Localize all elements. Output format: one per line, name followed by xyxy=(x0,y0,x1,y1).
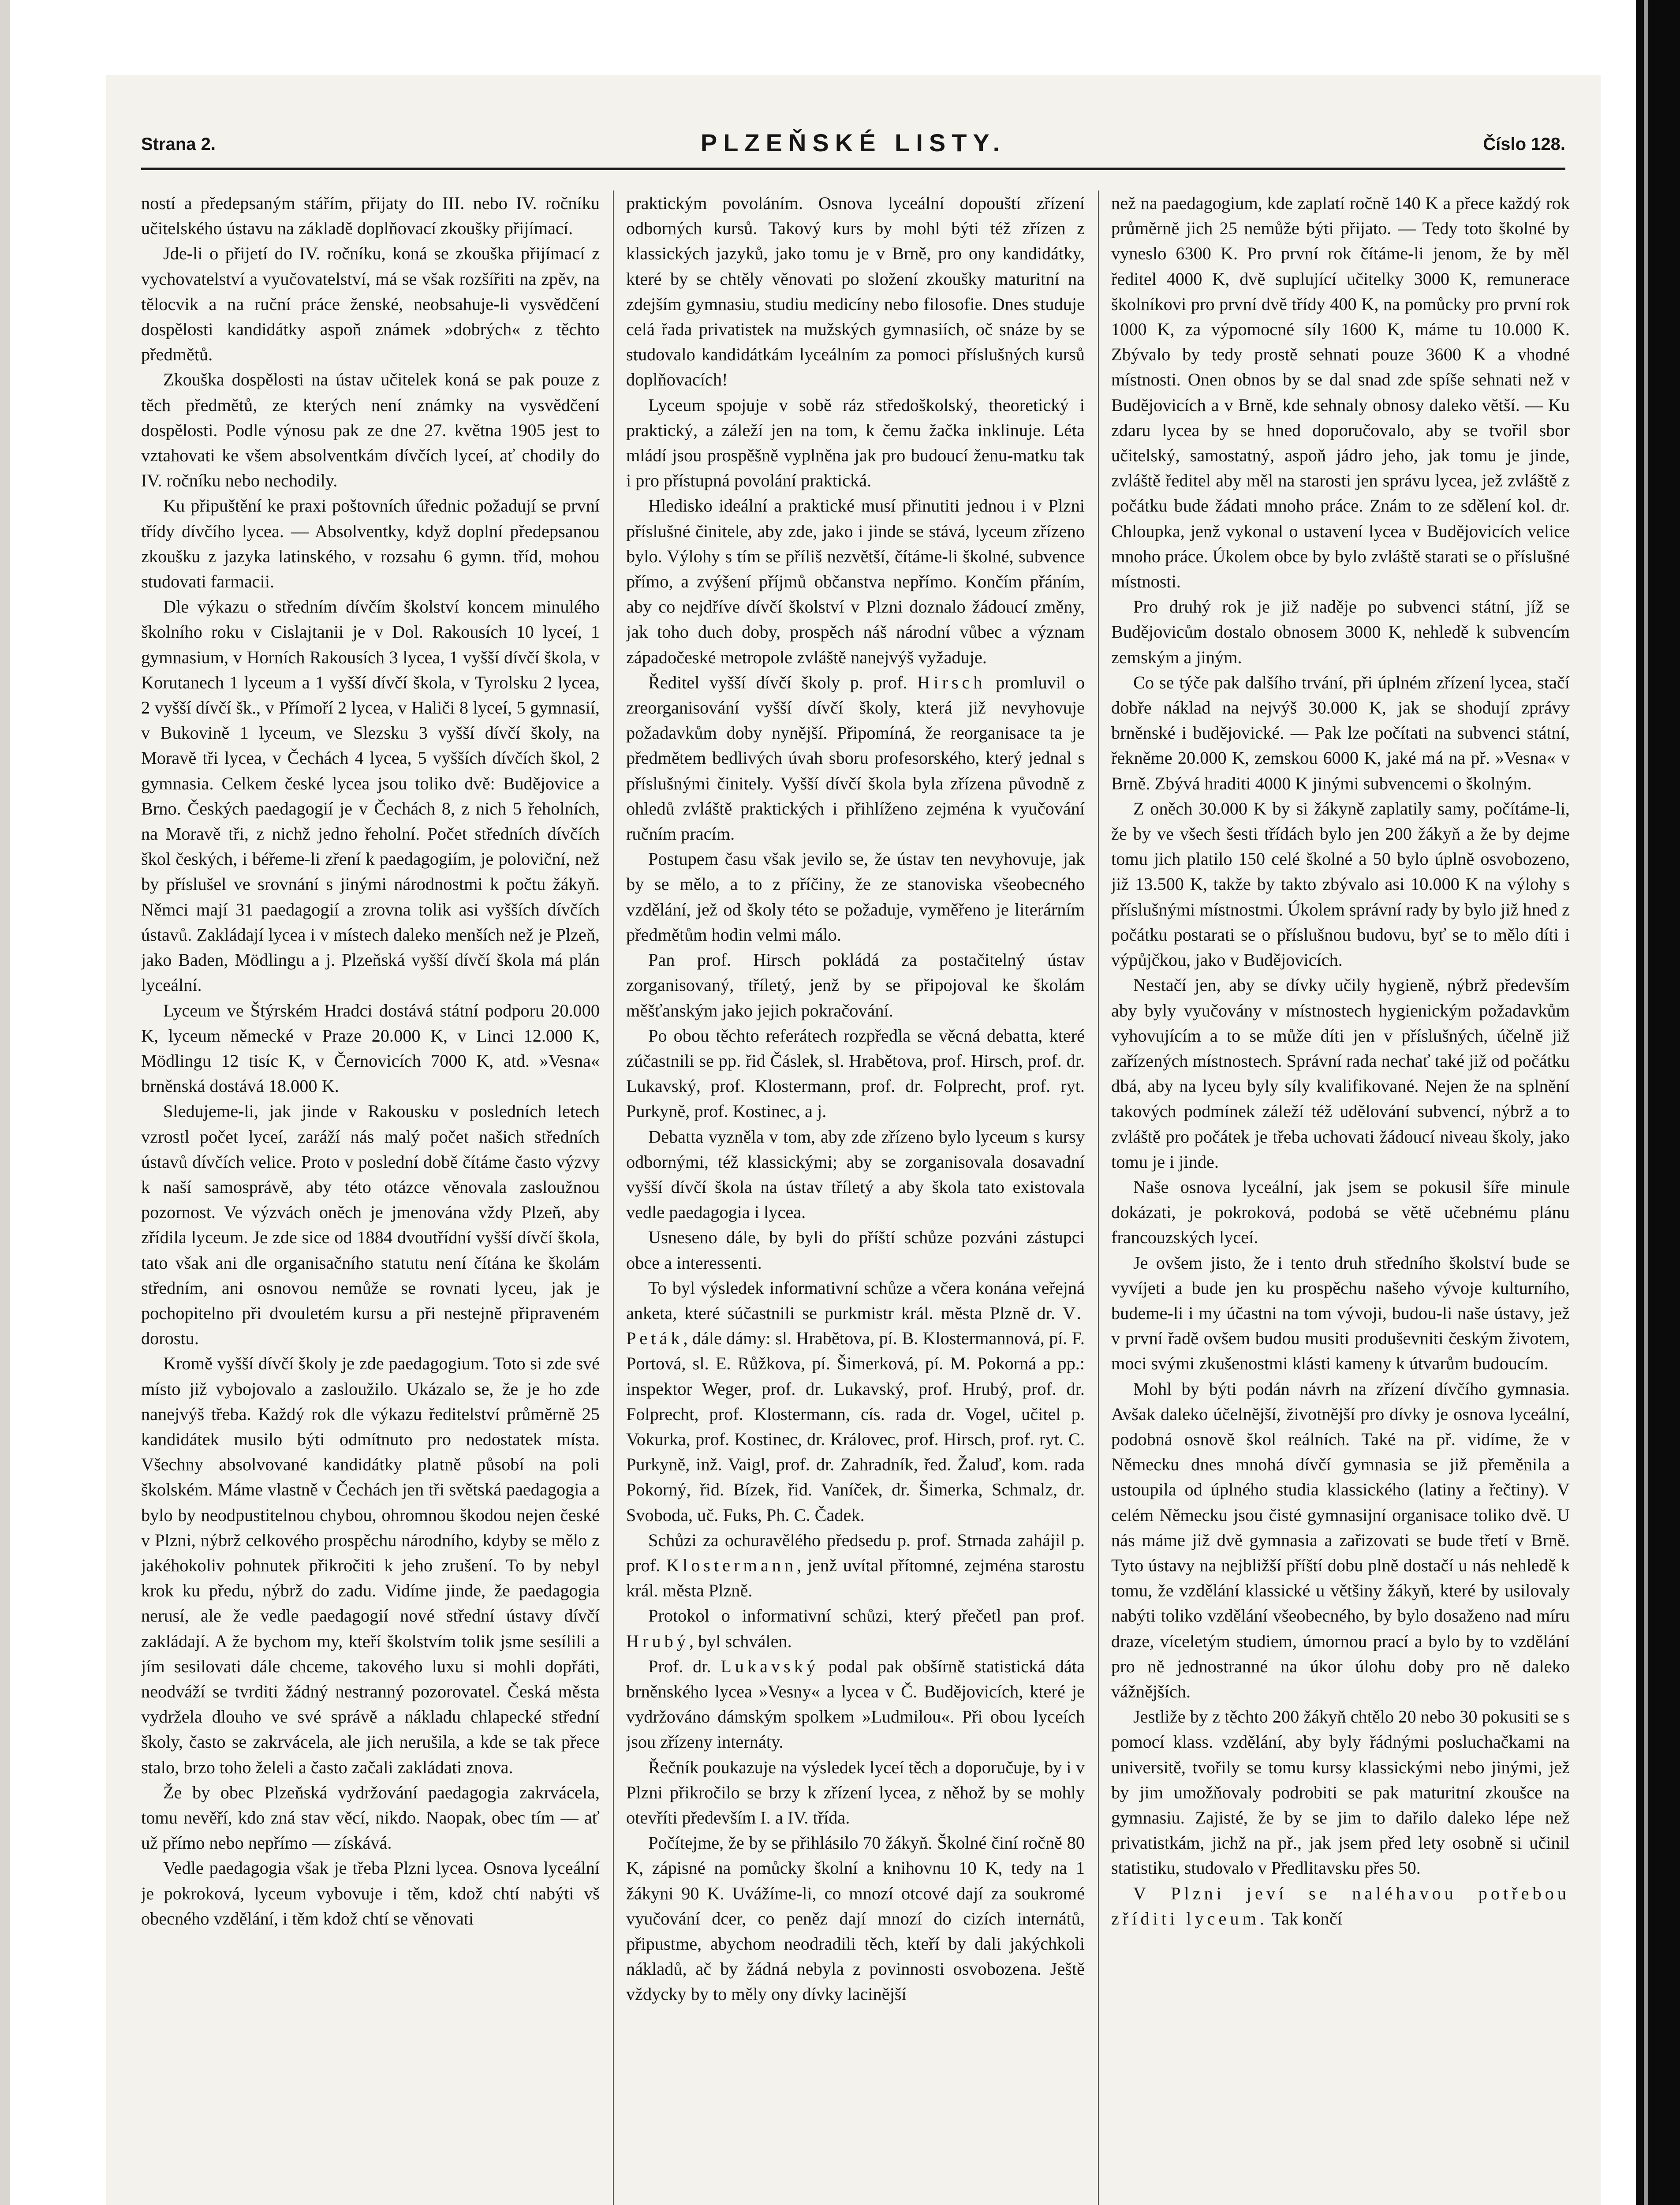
paragraph: Lyceum spojuje v sobě ráz středoškolský, theoretický i praktický, a záleží jen na tom, k čemu žačka inklinuje. Léta mládí jsou prospěšně vyplněna jak pro budoucí ženu-matku tak i pro přístupná povolání praktická. xyxy=(626,395,1085,491)
paragraph: Mohl by býti podán návrh na zřízení dívčího gymnasia. Avšak daleko účelnější, životnější pro dívky je osnova lyceální, podobná osnově škol reálních. Také na př. vidíme, že v Německu dnes mnohá dívčí gymnasia se již přeměnila a ustoupila od úplného studia klassického (latiny a řečtiny). V celém Německu jsou čisté gymnasijní organisace toliko dvě. U nás máme již dvě gymnasia a zařizovati se bude třetí v Brně. Tyto ústavy na nejbližší příští dobu plně dostačí u nás nehledě k tomu, že vzdělání klassické u většiny žákyň, které by usilovaly nabýti toliko vzdělání všeobecného, by bylo dosaženo nad míru draze, víceletým studiem, úmornou prací a bylo by to vzdělání pro ně jednostranné na úkor úlohu doby pro ně daleko vážnějších. xyxy=(1111,1379,1570,1701)
issue-number: Číslo 128. xyxy=(1483,135,1565,154)
paragraph: Kromě vyšší dívčí školy je zde paedagogium. Toto si zde své místo již vybojovalo a zasloužilo. Ukázalo se, že je ho zde nanejvýš třeba. Každý rok dle výkazu ředitelství průměrně 25 kandidátek musilo býti odmítnuto pro nedostatek místa. Všechny absolvované kandidátky platně působí na poli školském. Máme vlastně v Čechách jen tři světská paedagogia a bylo by neodpustitelnou chybou, ohromnou škodou nejen české v Plzni, nýbrž celkového prospěchu národního, kdyby se mělo z jakéhokoliv pohnutek přikročiti k jeho zrušení. To by nebyl krok ku předu, nýbrž do zadu. Vidíme jinde, že paedagogia nerusí, ale že vedle paedagogií nové střední ústavy dívčí zakládají. A že bychom my, kteří školstvím tolik jsme sesílili a jím sesilovati dále chceme, takového luxu si mohli dopřáti, neodváží se tvrditi žádný nestranný pozorovatel. Česká města vydržela dlouho ve své správě a nákladu chlapecké střední školy, často se zakrvácela, ale jich nerušila, a kde se tak přece stalo, brzo toho želeli a často začali zakládati znova. xyxy=(141,1353,600,1777)
paragraph: Pro druhý rok je již naděje po subvenci státní, jíž se Budějovicům dostalo obnosem 3000 K, nehledě k subvencím zemským a jiným. xyxy=(1111,597,1570,667)
spaced-emphasis: Hirsch xyxy=(917,672,986,692)
paragraph: Jestliže by z těchto 200 žákyň chtělo 20 nebo 30 pokusiti se s pomocí klass. vzdělání, aby byly řádnými posluchačkami na universitě, tvořily se tomu kursy klassickými nebo jinými, jež by jim umožňovaly podrobiti se pak maturitní zkoušce na gymnasiu. Zajisté, že by se jim to dařilo daleko lépe než privatistkám, jichž na př., jak jsem před lety osobně si učinil statistiku, studovalo v Předlitavsku přes 50. xyxy=(1111,1707,1570,1878)
binding-edge-right xyxy=(1636,0,1680,2205)
paragraph: Řečník poukazuje na výsledek lyceí těch a doporučuje, by i v Plzni přikročilo se brzy k zřízení lycea, z něhož by se mohly otevříti především I. a IV. třída. xyxy=(626,1757,1085,1828)
header-rule xyxy=(141,168,1565,170)
paragraph: V Plzni jeví se naléhavou potřebou zříditi lyceum. Tak končí xyxy=(1111,1883,1570,1928)
spaced-emphasis: Hrubý xyxy=(626,1631,689,1651)
newspaper-title: PLZEŇSKÉ LISTY. xyxy=(700,129,1006,157)
paragraph: ností a předepsaným stářím, přijaty do III. nebo IV. ročníku učitelského ústavu na základě doplňovací zkoušky přijímací. xyxy=(141,193,600,239)
paragraph: Dle výkazu o středním dívčím školství koncem minulého školního roku v Cislajtanii je v Dol. Rakousích 10 lyceí, 1 gymnasium, v Horních Rakousích 3 lycea, 1 vyšší dívčí škola, v Korutanech 1 lyceum a 1 vyšší dívčí škola, v Tyrolsku 2 lycea, 2 vyšší dívčí šk., v Přímoří 2 lycea, v Haliči 8 lyceí, 5 gymnasií, v Bukovině 1 lyceum, ve Slezsku 3 vyšší dívčí školy, na Moravě tři lycea, v Čechách 4 lycea, 5 vyšších dívčích škol, 2 gymnasia. Celkem české lycea jsou toliko dvě: Budějovice a Brno. Českých paedagogií je v Čechách 8, z nich 5 řeholních, na Moravě tři, z nichž jedno řeholní. Počet středních dívčích škol českých, i béřeme-li zření k paedagogiím, je poloviční, než by příslušel ve srovnání s jinými národnostmi k počtu žákyň. Němci mají 31 paedagogií a zrovna tolik asi vyšších dívčích ústavů. Zakládají lycea i v místech daleko menších než je Plzeň, jako Baden, Mödlingu a j. Plzeňská vyšší dívčí škola má plán lyceální. xyxy=(141,597,600,995)
paragraph: Z oněch 30.000 K by si žákyně zaplatily samy, počítáme-li, že by ve všech šesti třídách bylo jen 200 žákyň a že by dejme tomu jich platilo 150 celé školné a 50 bylo úplně osvobozeno, již 13.500 K, takže by takto zbývalo asi 10.000 K na výlohy s příslušnými místnostmi. Úkolem správní rady by bylo již hned z počátku postarati se o příslušnou budovu, byť se to mělo díti i výpůjčkou, jako v Budějovicích. xyxy=(1111,798,1570,970)
paragraph: Že by obec Plzeňská vydržování paedagogia zakrvácela, tomu nevěří, kdo zná stav věcí, nikdo. Naopak, obec tím — ať už přímo nebo nepřímo — získává. xyxy=(141,1782,600,1853)
paragraph: Usneseno dále, by byli do příští schůze pozváni zástupci obce a interessenti. xyxy=(626,1227,1085,1273)
column-3 xyxy=(1111,191,1570,2205)
paragraph: Debatta vyzněla v tom, aby zde zřízeno bylo lyceum s kursy odbornými, též klassickými; aby se zorganisovala dosavadní vyšší dívčí škola na ústav tříletý a aby škola tato existovala vedle paedagogia i lycea. xyxy=(626,1126,1085,1222)
spaced-emphasis: V. Peták xyxy=(626,1303,1085,1349)
paragraph: Lyceum ve Štýrském Hradci dostává státní podporu 20.000 K, lyceum německé v Praze 20.000 K, v Linci 12.000 K, Mödlingu 12 tisíc K, v Černovicích 7000 K, atd. »Vesna« brněnská dostává 18.000 K. xyxy=(141,1000,600,1096)
spaced-emphasis: Lukavský xyxy=(721,1656,819,1676)
page-header xyxy=(141,117,1565,165)
paragraph: Vedle paedagogia však je třeba Plzni lycea. Osnova lyceální je pokroková, lyceum vybovuje i těm, kdož chtí nabýti vš obecného vzdělání, i těm kdož chtí se věnovati xyxy=(141,1858,600,1928)
column-2 xyxy=(626,191,1085,2205)
spaced-emphasis: V Plzni jeví se naléhavou potřebou zříditi lyceum. xyxy=(1111,1883,1570,1928)
newspaper-page xyxy=(106,75,1601,2205)
column-divider xyxy=(1098,191,1099,2205)
paragraph: Naše osnova lyceální, jak jsem se pokusil šíře minule dokázati, je pokroková, podobá se větě učebnému plánu francouzských lyceí. xyxy=(1111,1177,1570,1248)
paragraph: Schůzi za ochuravělého předsedu p. prof. Strnada zahájil p. prof. Klostermann, jenž uvítal přítomné, zejména starostu král. města Plzně. xyxy=(626,1530,1085,1601)
paragraph: Nestačí jen, aby se dívky učily hygieně, nýbrž především aby byly vyučovány v místnostech hygienickým požadavkům vyhovujícím a to se může díti jen v příslušných, účelně již zařízených místnostech. Správní rada nechať také již od počátku dbá, aby na lyceu byly síly kvalifikované. Nejen že na splnění takových podmínek záleží též udělování subvencí, nýbrž a to zvláště pro počátek je třeba uchovati žádoucí niveau školy, jako tomu je i jinde. xyxy=(1111,975,1570,1172)
paragraph: Protokol o informativní schůzi, který přečetl pan prof. Hrubý, byl schválen. xyxy=(626,1606,1085,1651)
paragraph: Co se týče pak dalšího trvání, při úplném zřízení lycea, stačí dobře náklad na nejvýš 30.000 K, jak se shodují zprávy brněnské i budějovické. — Pak lze počítati na subvenci státní, řekněme 20.000 K, zemskou 6000 K, jaké má na př. »Vesna« v Brně. Zbývá hraditi 4000 K jinými subvencemi o školným. xyxy=(1111,672,1570,793)
paragraph: praktickým povoláním. Osnova lyceální dopouští zřízení odborných kursů. Takový kurs by mohl býti též zřízen z klassických jazyků, jako tomu je v Brně, pro ony kandidátky, které by se chtěly věnovati po složení zkoušky maturitní na zdejším gymnasiu, studiu medicíny nebo filosofie. Dnes studuje celá řada privatistek na mužských gymnasiích, oč snáze by se studovalo kandidátkám lyceálním za pomoci příslušných kursů doplňovacích! xyxy=(626,193,1085,390)
paragraph: Po obou těchto referátech rozpředla se věcná debatta, které zúčastnili se pp. řid Čáslek, sl. Hrabětova, prof. Hirsch, prof. dr. Lukavský, prof. Klostermann, prof. dr. Folprecht, prof. ryt. Purkyně, prof. Kostinec, a j. xyxy=(626,1025,1085,1121)
paragraph: než na paedagogium, kde zaplatí ročně 140 K a přece každý rok průměrně jich 25 nemůže býti přijato. — Tedy toto školné by vyneslo 6300 K. Pro první rok čítáme-li jenom, že by měl ředitel 4000 K, dvě suplující učitelky 3000 K, remunerace školníkovi pro první dvě třídy 400 K, na pomůcky pro první rok 1000 K, za výpomocné síly 1600 K, máme tu 10.000 K. Zbývalo by tedy prostě sehnati pouze 3600 K a vhodné místnosti. Onen obnos by se dal snad zde spíše sehnati než v Budějovicích a v Brně, kde sehnaly obnosy daleko větší. — Ku zdaru lycea by se hned doporučovalo, aby se tvořil sbor učitelský, samostatný, aspoň jádro jeho, jak tomu je jinde, zvláště ředitel aby měl na starosti jen správu lycea, jež zvláště z počátku bude žádati mnoho práce. Znám to ze sdělení kol. dr. Chloupka, jenž vykonal o ustavení lycea v Budějovicích velice mnoho práce. Úkolem obce by bylo zvláště starati se o příslušné místnosti. xyxy=(1111,193,1570,592)
page-edge-left xyxy=(0,0,10,2205)
paragraph: Počítejme, že by se přihlásilo 70 žákyň. Školné činí ročně 80 K, zápisné na pomůcky školní a knihovnu 10 K, tedy na 1 žákyni 90 K. Uvážíme-li, co mnozí otcové dají za soukromé vyučování dcer, co peněz dají mnozí do cizích internátů, připustme, abychom neodradili těch, kteří by dali jakýchkoli nákladů, ač by žádná nebyla z povinnosti osvobozena. Ještě vždycky by to měly ony dívky lacinější xyxy=(626,1833,1085,2004)
paragraph: Je ovšem jisto, že i tento druh středního školství bude se vyvíjeti a bude jen ku prospěchu našeho vývoje kulturního, budeme-li i my účastni na tom vývoji, budou-li naše ústavy, jež v první řadě ovšem budou musiti produševniti českým životem, moci svými zkušenostmi klásti kameny k útvarům budoucím. xyxy=(1111,1252,1570,1374)
paragraph: Sledujeme-li, jak jinde v Rakousku v posledních letech vzrostl počet lyceí, zaráží nás malý počet našich středních ústavů dívčích velice. Proto v poslední době čítáme často výzvy k naší samosprávě, aby této otázce věnovala zasloužnou pozornost. Ve výzvách oněch je jmenována vždy Plzeň, aby zřídila lyceum. Je zde sice od 1884 dvoutřídní vyšší dívčí škola, tato však ani dle organisačního statutu není čítána ke školám středním, ani osnovou nemůže se rovnati lyceu, jak je pochopitelno při dvouletém kursu a při nestejně připraveném dorostu. xyxy=(141,1101,600,1349)
paragraph: Pan prof. Hirsch pokládá za postačitelný ústav zorganisovaný, tříletý, jenž by se připojoval ke školám měšťanským jako jejich pokračování. xyxy=(626,950,1085,1020)
paragraph: Prof. dr. Lukavský podal pak obšírně statistická dáta brněnského lycea »Vesny« a lycea v Č. Budějovicích, které je vydržováno dámským spolkem »Ludmilou«. Při obou lyceích jsou zřízeny internáty. xyxy=(626,1656,1085,1752)
paragraph: Ku připuštění ke praxi poštovních úřednic požadují se první třídy dívčího lycea. — Absolventky, když doplní předepsanou zkoušku z jazyka latinského, v rozsahu 6 gymn. tříd, mohou studovati farmacii. xyxy=(141,496,600,592)
column-divider xyxy=(613,191,614,2205)
paragraph: Hledisko ideální a praktické musí přinutiti jednou i v Plzni příslušné činitele, aby zde, jako i jinde se stává, lyceum zřízeno bylo. Výlohy s tím se příliš nezvětší, čítáme-li školné, subvence přímo, a zvýšení příjmů občanstva nepřímo. Končím přáním, aby co nejdříve dívčí školství v Plzni doznalo žádoucí změny, jak toho duch doby, prospěch náš národní vůbec a význam západočeské metropole zvláště nanejvýš vyžaduje. xyxy=(626,496,1085,667)
paragraph: To byl výsledek informativní schůze a včera konána veřejná anketa, které súčastnili se purkmistr král. města Plzně dr. V. Peták, dále dámy: sl. Hrabětova, pí. B. Klostermannová, pí. F. Portová, sl. E. Růžkova, pí. Šimerková, pí. M. Pokorná a pp.: inspektor Weger, prof. dr. Lukavský, prof. Hrubý, prof. dr. Folprecht, prof. Klostermann, cís. rada dr. Vogel, učitel p. Vokurka, prof. Kostinec, dr. Královec, prof. Hirsch, prof. ryt. C. Purkyně, inž. Vaigl, prof. dr. Zahradník, řed. Žaluď, kom. rada Pokorný, řid. Bízek, řid. Vaníček, dr. Šimerka, Schmalz, dr. Svoboda, uč. Fuks, Ph. C. Čadek. xyxy=(626,1278,1085,1525)
paragraph: Zkouška dospělosti na ústav učitelek koná se pak pouze z těch předmětů, ze kterých není známky na vysvědčení dospělosti. Podle výnosu pak ze dne 27. května 1905 jest to vztahovati ke všem absolventkám dívčích lyceí, ať chodily do IV. ročníku nebo nechodily. xyxy=(141,370,600,491)
paragraph: Jde-li o přijetí do IV. ročníku, koná se zkouška přijímací z vychovatelství a vyučovatelství, má se však rozšířiti na zpěv, na tělocvik a na ruční práce ženské, neobsahuje-li vysvědčení dospělosti kandidátky aspoň známek »dobrých« z těchto předmětů. xyxy=(141,243,600,365)
column-1 xyxy=(141,191,600,2205)
paragraph: Ředitel vyšší dívčí školy p. prof. Hirsch promluvil o zreorganisování vyšší dívčí školy, která již nevyhovuje požadavkům doby nynější. Připomíná, že reorganisace ta je předmětem bedlivých úvah sboru profesorského, který jednal s příslušnými činitely. Vyšší dívčí škola byla zřízena původně z ohledů zvláště praktických i přihlíženo zejména k vyučování ručním pracím. xyxy=(626,672,1085,844)
paragraph: Postupem času však jevilo se, že ústav ten nevyhovuje, jak by se mělo, a to z příčiny, že ze stanoviska všeobecného vzdělání, jež od školy této se požaduje, vyměřeno je literárním předmětům hodin velmi málo. xyxy=(626,849,1085,945)
spaced-emphasis: Klostermann xyxy=(666,1555,797,1575)
page-number: Strana 2. xyxy=(141,135,216,154)
